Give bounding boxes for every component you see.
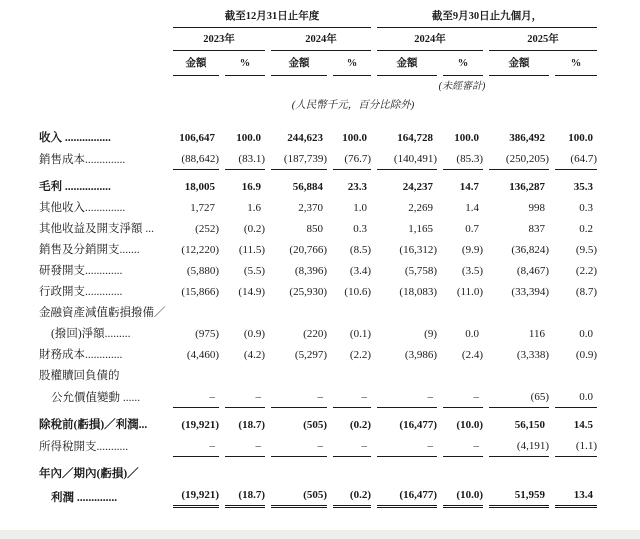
amount-cell bbox=[271, 365, 327, 386]
percent-cell: 0.3 bbox=[353, 223, 367, 235]
percent-cell: 0.0 bbox=[555, 386, 597, 408]
percent-cell bbox=[225, 457, 265, 484]
percent-cell: (10.0) bbox=[443, 484, 483, 508]
table-body bbox=[39, 115, 597, 508]
percent-cell: – bbox=[225, 386, 265, 408]
percent-cell: (3.4) bbox=[349, 265, 371, 277]
table-row bbox=[39, 484, 597, 508]
percent-cell: (8.7) bbox=[575, 286, 597, 298]
amount-cell: (252) bbox=[195, 223, 219, 235]
amount-cell: (8,467) bbox=[516, 265, 549, 277]
percent-cell: 0.3 bbox=[579, 202, 593, 214]
table-row bbox=[39, 408, 597, 435]
table-row bbox=[39, 197, 597, 218]
percent-cell: 1.6 bbox=[247, 202, 261, 214]
percent-cell: 0.7 bbox=[465, 223, 479, 235]
percent-column-header: % bbox=[555, 51, 597, 76]
amount-cell: (12,220) bbox=[181, 244, 219, 256]
header-spacer bbox=[39, 76, 371, 94]
row-label: 其他收益及開支淨額 ... bbox=[39, 223, 154, 235]
percent-cell: (0.9) bbox=[243, 328, 265, 340]
percent-cell: – bbox=[333, 435, 371, 457]
percent-cell: (83.1) bbox=[225, 148, 265, 170]
percent-cell: (9.9) bbox=[461, 244, 483, 256]
percent-cell: (11.0) bbox=[456, 286, 483, 298]
unit-note-row bbox=[39, 94, 597, 115]
percent-cell bbox=[555, 457, 597, 484]
row-label: 公允價值變動 ...... bbox=[51, 392, 141, 404]
header-spacer bbox=[39, 51, 167, 76]
year-2023-header: 2023年 bbox=[173, 28, 265, 51]
amount-cell: (20,766) bbox=[289, 244, 327, 256]
percent-cell: 13.4 bbox=[555, 484, 597, 508]
row-label: 股權贖回負債的 bbox=[39, 370, 120, 382]
amount-cell: 136,287 bbox=[509, 181, 545, 193]
percent-cell: 100.0 bbox=[342, 132, 367, 144]
subheader-row bbox=[39, 51, 597, 76]
amount-cell: (250,205) bbox=[489, 148, 549, 170]
row-label: 金融資產減值虧損撥備／ bbox=[39, 307, 166, 319]
period-group-row bbox=[39, 8, 597, 28]
percent-cell: (4.2) bbox=[243, 349, 265, 361]
amount-cell: (8,396) bbox=[294, 265, 327, 277]
table-row bbox=[39, 170, 597, 197]
amount-cell: – bbox=[173, 435, 219, 457]
amount-column-header: 金額 bbox=[173, 51, 219, 76]
amount-cell: (505) bbox=[271, 484, 327, 508]
table-row bbox=[39, 344, 597, 365]
percent-cell: 100.0 bbox=[454, 132, 479, 144]
amount-cell: (9) bbox=[424, 328, 437, 340]
row-label: 銷售成本.............. bbox=[39, 154, 126, 166]
amount-cell: (19,921) bbox=[181, 419, 219, 431]
percent-cell: 35.3 bbox=[573, 181, 593, 193]
percent-cell: (2.4) bbox=[461, 349, 483, 361]
percent-cell bbox=[443, 302, 483, 323]
currency-unit-note: (人民幣千元，百分比除外) bbox=[291, 100, 415, 111]
header-spacer bbox=[39, 28, 167, 51]
amount-cell: – bbox=[377, 435, 437, 457]
amount-cell: – bbox=[271, 386, 327, 408]
amount-cell: (4,191) bbox=[489, 435, 549, 457]
percent-cell: 0.2 bbox=[579, 223, 593, 235]
amount-cell: (3,338) bbox=[516, 349, 549, 361]
percent-cell: 100.0 bbox=[236, 132, 261, 144]
amount-cell: (33,394) bbox=[511, 286, 549, 298]
table-row bbox=[39, 323, 597, 344]
row-label: 除稅前(虧損)／利潤... bbox=[39, 419, 148, 431]
row-label: 利潤 .............. bbox=[51, 492, 118, 504]
row-label: 財務成本............. bbox=[39, 349, 123, 361]
percent-cell bbox=[225, 365, 265, 386]
amount-cell: 2,269 bbox=[408, 202, 433, 214]
amount-cell: 164,728 bbox=[397, 132, 433, 144]
amount-column-header: 金額 bbox=[377, 51, 437, 76]
amount-cell: (5,880) bbox=[186, 265, 219, 277]
table-row bbox=[39, 302, 597, 323]
table-row bbox=[39, 148, 597, 170]
percent-cell: (0.2) bbox=[333, 484, 371, 508]
percent-cell: 14.7 bbox=[459, 181, 479, 193]
percent-cell bbox=[225, 302, 265, 323]
percent-cell: (9.5) bbox=[575, 244, 597, 256]
table-row bbox=[39, 386, 597, 408]
percent-cell: (1.1) bbox=[555, 435, 597, 457]
amount-column-header: 金額 bbox=[489, 51, 549, 76]
percent-cell: (85.3) bbox=[443, 148, 483, 170]
percent-cell: – bbox=[443, 435, 483, 457]
amount-cell: 18,005 bbox=[184, 181, 215, 193]
amount-cell: – bbox=[173, 386, 219, 408]
period-group-year-ended-dec31: 截至12月31日止年度 bbox=[173, 8, 371, 28]
percent-cell: (2.2) bbox=[575, 265, 597, 277]
amount-cell: 850 bbox=[306, 223, 323, 235]
amount-cell: (4,460) bbox=[186, 349, 219, 361]
percent-cell: (0.9) bbox=[575, 349, 597, 361]
amount-cell bbox=[489, 302, 549, 323]
amount-cell bbox=[377, 365, 437, 386]
amount-cell: (220) bbox=[303, 328, 327, 340]
amount-cell: (18,083) bbox=[399, 286, 437, 298]
amount-cell: (88,642) bbox=[173, 148, 219, 170]
percent-cell: (64.7) bbox=[555, 148, 597, 170]
percent-cell bbox=[333, 457, 371, 484]
amount-cell: (15,866) bbox=[181, 286, 219, 298]
table-header bbox=[39, 8, 597, 115]
amount-cell bbox=[489, 365, 549, 386]
row-label: 行政開支............. bbox=[39, 286, 123, 298]
amount-cell: (16,312) bbox=[399, 244, 437, 256]
amount-cell: 2,370 bbox=[298, 202, 323, 214]
percent-cell: (8.5) bbox=[349, 244, 371, 256]
amount-cell: 998 bbox=[528, 202, 545, 214]
percent-cell: (11.5) bbox=[238, 244, 265, 256]
amount-cell: 386,492 bbox=[509, 132, 545, 144]
amount-cell: 1,165 bbox=[408, 223, 433, 235]
percent-cell: (5.5) bbox=[243, 265, 265, 277]
year-row bbox=[39, 28, 597, 51]
row-label: 毛利 ................ bbox=[39, 181, 111, 193]
nine-month-2025-header: 2025年 bbox=[489, 28, 597, 51]
table-row bbox=[39, 457, 597, 484]
percent-cell: (18.7) bbox=[225, 484, 265, 508]
amount-cell: (5,297) bbox=[294, 349, 327, 361]
row-label: 其他收入.............. bbox=[39, 202, 126, 214]
percent-cell bbox=[443, 457, 483, 484]
amount-cell: (36,824) bbox=[511, 244, 549, 256]
row-label: (撥回)淨額......... bbox=[51, 328, 131, 340]
table-row bbox=[39, 435, 597, 457]
percent-cell: 23.3 bbox=[347, 181, 367, 193]
amount-cell: 24,237 bbox=[402, 181, 433, 193]
amount-cell: (975) bbox=[195, 328, 219, 340]
percent-cell: (0.1) bbox=[349, 328, 371, 340]
percent-cell: (76.7) bbox=[333, 148, 371, 170]
percent-cell bbox=[333, 365, 371, 386]
amount-cell: (16,477) bbox=[377, 484, 437, 508]
table-row bbox=[39, 260, 597, 281]
amount-cell: (19,921) bbox=[173, 484, 219, 508]
percent-cell: (0.2) bbox=[349, 419, 371, 431]
percent-cell: (3.5) bbox=[461, 265, 483, 277]
amount-cell: (140,491) bbox=[377, 148, 437, 170]
amount-cell: (3,986) bbox=[404, 349, 437, 361]
percent-cell: – bbox=[443, 386, 483, 408]
percent-cell: 0.0 bbox=[579, 328, 593, 340]
table-row bbox=[39, 115, 597, 148]
amount-column-header: 金額 bbox=[271, 51, 327, 76]
row-label: 銷售及分銷開支....... bbox=[39, 244, 140, 256]
row-label: 收入 ................ bbox=[39, 132, 111, 144]
year-2024-header: 2024年 bbox=[271, 28, 371, 51]
percent-cell: 0.0 bbox=[465, 328, 479, 340]
percent-cell bbox=[443, 365, 483, 386]
percent-cell: – bbox=[225, 435, 265, 457]
amount-cell: – bbox=[271, 435, 327, 457]
amount-cell: (65) bbox=[489, 386, 549, 408]
percent-cell bbox=[333, 302, 371, 323]
table-row bbox=[39, 281, 597, 302]
percent-cell: (14.9) bbox=[238, 286, 265, 298]
amount-cell bbox=[377, 457, 437, 484]
table-row bbox=[39, 365, 597, 386]
percent-cell: 16.9 bbox=[241, 181, 261, 193]
amount-cell bbox=[173, 302, 219, 323]
amount-cell bbox=[173, 365, 219, 386]
percent-cell: (18.7) bbox=[238, 419, 265, 431]
percent-cell: – bbox=[333, 386, 371, 408]
amount-cell: 56,150 bbox=[514, 419, 545, 431]
amount-cell: (25,930) bbox=[289, 286, 327, 298]
amount-cell: – bbox=[377, 386, 437, 408]
amount-cell: 244,623 bbox=[287, 132, 323, 144]
percent-cell: (0.2) bbox=[243, 223, 265, 235]
amount-cell: 1,727 bbox=[190, 202, 215, 214]
amount-cell: (187,739) bbox=[271, 148, 327, 170]
amount-cell bbox=[377, 302, 437, 323]
amount-cell bbox=[271, 302, 327, 323]
row-label: 年內／期內(虧損)／ bbox=[39, 468, 139, 480]
period-group-nine-months-sep30: 截至9月30日止九個月， bbox=[377, 8, 597, 28]
amount-cell bbox=[173, 457, 219, 484]
nine-month-2024-header: 2024年 bbox=[377, 28, 483, 51]
percent-column-header: % bbox=[443, 51, 483, 76]
amount-cell bbox=[271, 457, 327, 484]
table-row bbox=[39, 239, 597, 260]
amount-cell: (505) bbox=[303, 419, 327, 431]
unaudited-row bbox=[39, 76, 597, 94]
amount-cell: (16,477) bbox=[399, 419, 437, 431]
amount-cell: 106,647 bbox=[179, 132, 215, 144]
amount-cell: 837 bbox=[528, 223, 545, 235]
percent-cell: 1.0 bbox=[353, 202, 367, 214]
page-edge-strip bbox=[0, 530, 640, 539]
table-row bbox=[39, 218, 597, 239]
row-label: 所得稅開支........... bbox=[39, 441, 129, 453]
amount-cell: 116 bbox=[528, 328, 545, 340]
percent-column-header: % bbox=[333, 51, 371, 76]
percent-cell: 1.4 bbox=[465, 202, 479, 214]
header-spacer bbox=[39, 8, 167, 28]
row-label: 研發開支............. bbox=[39, 265, 123, 277]
amount-cell: 56,884 bbox=[292, 181, 323, 193]
amount-cell: (5,758) bbox=[404, 265, 437, 277]
unaudited-note: (未經審計) bbox=[438, 81, 486, 92]
percent-cell: (10.0) bbox=[456, 419, 483, 431]
amount-cell bbox=[489, 457, 549, 484]
percent-cell: (10.6) bbox=[344, 286, 371, 298]
amount-cell: 51,959 bbox=[489, 484, 549, 508]
percent-cell bbox=[555, 302, 597, 323]
percent-cell: 100.0 bbox=[568, 132, 593, 144]
financial-statements-table bbox=[33, 8, 603, 508]
percent-cell: (2.2) bbox=[349, 349, 371, 361]
percent-cell bbox=[555, 365, 597, 386]
percent-cell: 14.5 bbox=[573, 419, 593, 431]
percent-column-header: % bbox=[225, 51, 265, 76]
